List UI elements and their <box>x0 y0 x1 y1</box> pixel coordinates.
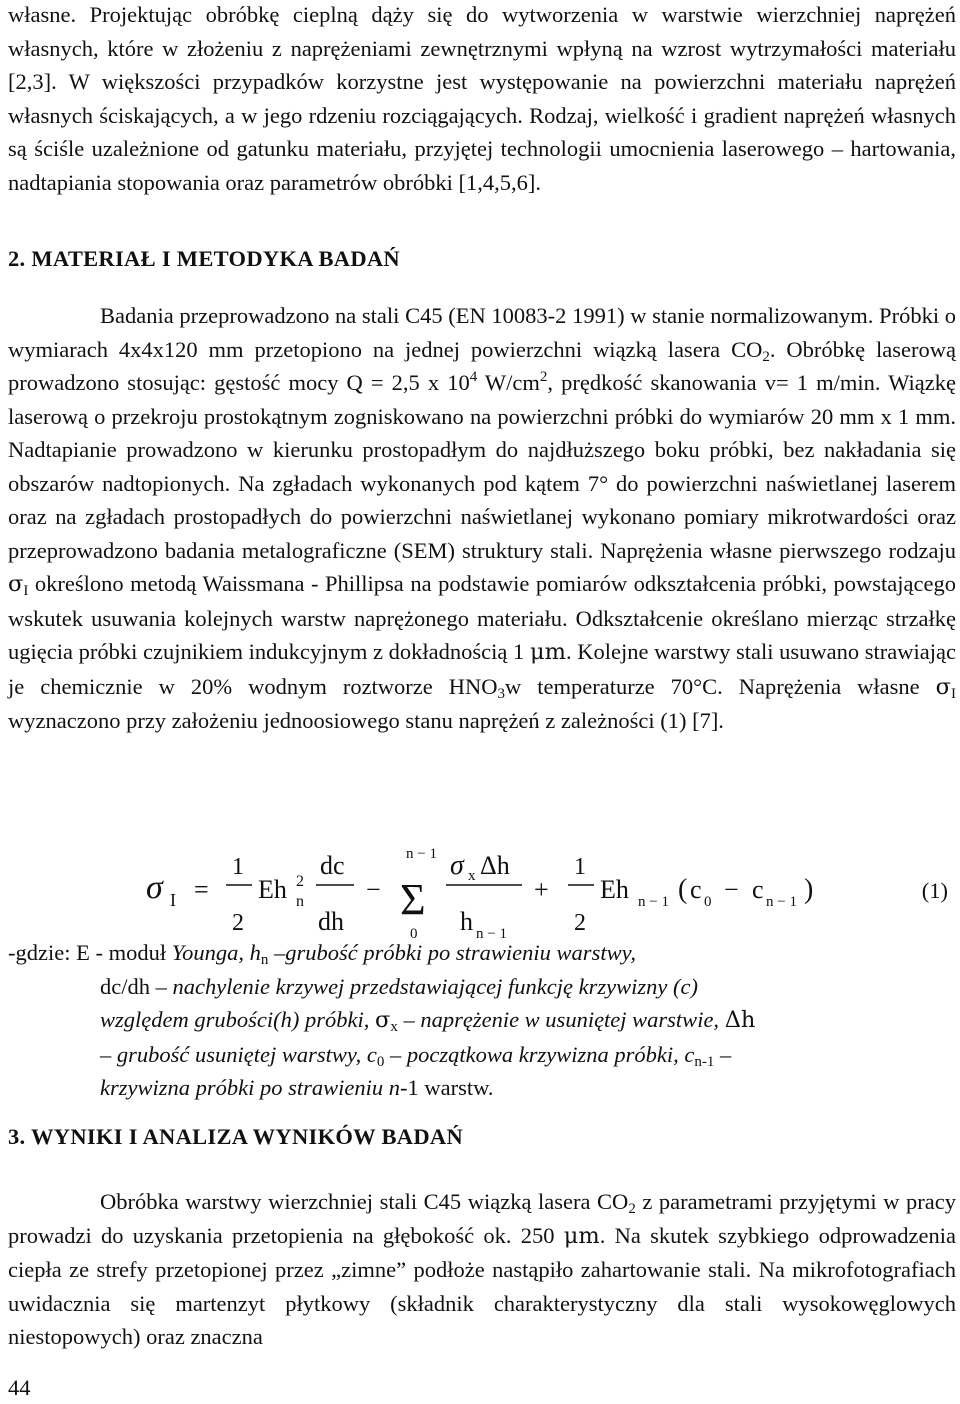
equation-number: (1) <box>921 878 948 903</box>
intro-paragraph: własne. Projektując obróbkę cieplną dąży się do wytworzenia w warstwie wierzchniej naprężeń własnych, które w złożeniu z naprężeniami zewnętrznymi wpłyną na wzrost wytrzymałości materiału [2,3]. W większości przypadków korzystne jest występowanie na powierzchni materiału naprężeń własnych ściskających, a w jego rdzeniu rozciągających. Rodzaj, wielkość i gradient naprężeń własnych są ściśle uzależnione od gatunku materiału, przyjętej technologii umocnienia laserowego – hartowania, nadtapiania stopowania oraz parametrów obróbki [1,4,5,6]. <box>8 2 956 195</box>
def-line-5: krzywizna próbki po strawieniu n-1 warstw. <box>100 1075 494 1100</box>
section-2-heading: 2. MATERIAŁ I METODYKA BADAŃ <box>8 246 400 271</box>
eq-frac1-den: 2 <box>232 910 244 936</box>
eq-cn-sub: n − 1 <box>766 894 797 910</box>
eq-delta-h: Δh <box>480 851 510 880</box>
eq-sigma-x: σ <box>450 850 464 881</box>
eq-x-sub: x <box>468 868 476 884</box>
eq-h-sub: n − 1 <box>476 926 507 940</box>
methods-paragraph: Badania przeprowadzono na stali C45 (EN 10083-2 1991) w stanie normalizowanym. Próbki o wymiarach 4x4x120 mm przetopiono na jednej powierzchni wiązką lasera $CO_2$. Obróbkę laserową prowadzono stosując: gęstość mocy Q = 2,5 x $10^4$ $W/cm^2$, prędkość skanowania v= 1 m/min. Wiązkę laserową o przekroju prostokątnym zogniskowano na powierzchni próbki do wymiarów 20 mm x 1 mm. Nadtapianie prowadzono w kierunku prostopadłym do najdłuższego boku próbki, bez nakładania się obszarów nadtopionych. Na zgładach wykonanych pod kątem 7° do powierzchni naświetlanej laserem oraz na zgładach prostopadłych do powierzchni naświetlanej wykonano pomiary mikrotwardości oraz przeprowadzono badania metalograficzne (SEM) struktury stali. Naprężenia własne pierwszego rodzaju $\sigma_I$ określono metodą Waissmana - Phillipsa na podstawie pomiarów odkształcenia próbki, powstającego wskutek usuwania kolejnych warstw naprężonego materiału. Odkształcenie określano mierząc strzałkę ugięcia próbki czujnikiem indukcyjnym z dokładnością 1 μm. Kolejne warstwy stali usuwano strawiając je chemicznie w 20% wodnym roztworze $HNO_3w$ temperaturze 70°C. Naprężenia własne $\sigma_I$ wyznaczono przy założeniu jednoosiowego stanu naprężeń z zależności (1) [7]. <box>8 303 957 733</box>
eq-frac2-den: 2 <box>574 910 586 936</box>
eq-square: 2 <box>296 873 304 890</box>
def-line-3: względem grubości(h) próbki, $\sigma_x$ – naprężenie w usuniętej warstwie, Δh <box>100 1007 756 1035</box>
eq-n-sub: n <box>296 893 304 910</box>
eq-open-paren: ( <box>678 874 688 905</box>
eq-cn: c <box>752 875 764 904</box>
eq-Eh: Eh <box>258 875 287 904</box>
def-line-4: – grubość usuniętej warstwy, $c_0$ – początkowa krzywizna próbki, $c_{n-1}$ – <box>100 1041 732 1070</box>
eq-frac2-num: 1 <box>574 854 586 880</box>
eq-minus2: − <box>724 875 739 904</box>
results-paragraph: Obróbka warstwy wierzchniej stali C45 wiązką lasera $CO_2$ z parametrami przyjętymi w pracy prowadzi do uzyskania przetopienia na głębokość ok. 250 μm. Na skutek szybkiego odprowadzenia ciepła ze strefy przetopionej przez „zimne” podłoże nastąpiło zahartowanie stali. Na mikrofotografiach uwidacznia się martenzyt płytkowy (składnik charakterystyczny dla stali wysokowęglowych niestopowych) oraz znaczna <box>8 1189 957 1349</box>
equation-definitions <box>8 936 956 1105</box>
equation-1 <box>8 840 956 940</box>
eq-Eh2-sub: n − 1 <box>638 894 669 910</box>
eq-h: h <box>460 907 473 936</box>
eq-dh: dh <box>318 907 344 936</box>
eq-sigma-sub: I <box>170 890 176 910</box>
eq-sum-bot: 0 <box>410 926 418 940</box>
equation-formula <box>138 840 960 940</box>
eq-frac1-num: 1 <box>232 854 244 880</box>
eq-sum: Σ <box>400 875 426 924</box>
section-3-heading: 3. WYNIKI I ANALIZA WYNIKÓW BADAŃ <box>8 1124 463 1149</box>
eq-close-paren: ) <box>804 874 814 905</box>
eq-equals: = <box>194 875 209 904</box>
def-line-2: dc/dh – nachylenie krzywej przedstawiającej funkcję krzywizny (c) <box>100 973 698 999</box>
eq-plus: + <box>534 875 549 904</box>
eq-c0-sub: 0 <box>704 894 712 910</box>
eq-minus: − <box>366 875 381 904</box>
def-line-1: -gdzie: E - moduł Younga, $h_n$ –grubość próbki po strawieniu warstwy, <box>8 940 636 968</box>
eq-dc: dc <box>320 851 345 880</box>
page-number: 44 <box>8 1375 31 1400</box>
eq-sigma: σ <box>146 869 163 906</box>
eq-Eh2: Eh <box>600 875 629 904</box>
eq-sum-top: n − 1 <box>406 846 437 862</box>
eq-c0: c <box>690 875 702 904</box>
